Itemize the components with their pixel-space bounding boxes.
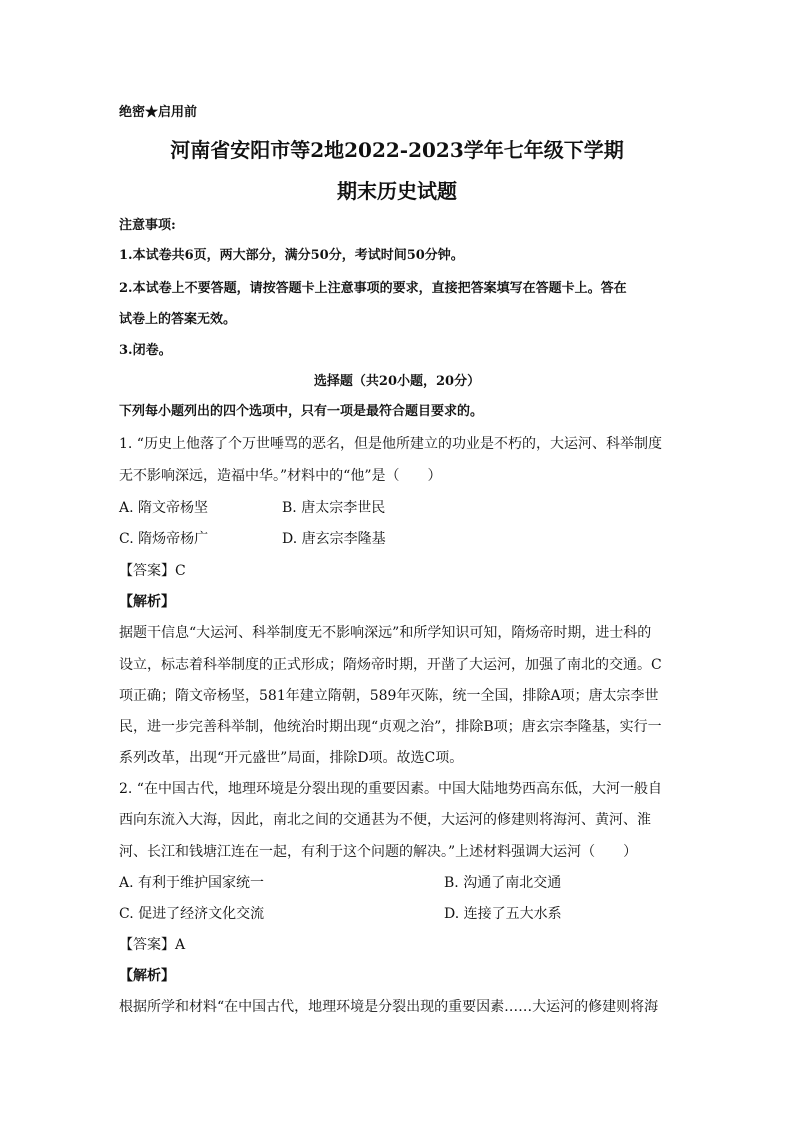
- question-2-stem: 2. “在中国古代，地理环境是分裂出现的重要因素。中国大陆地势西高东低，大河一般自: [119, 781, 662, 797]
- question-2-analysis-label: 【解析】: [119, 968, 175, 984]
- question-1-stem: 1. “历史上他落了个万世唾骂的恶名，但是他所建立的功业是不朽的，大运河、科举制度: [119, 436, 662, 452]
- question-2-stem: 河、长江和钱塘江连在一起，有利于这个问题的解决。”上述材料强调大运河（ ）: [119, 844, 638, 860]
- question-1-analysis: 民，进一步完善科举制，他统治时期出现“贞观之治”，排除B项；唐玄宗李隆基，实行一: [119, 719, 662, 735]
- question-2-option-b: B. 沟通了南北交通: [444, 875, 562, 891]
- question-1-option-d: D. 唐玄宗李隆基: [282, 531, 386, 547]
- question-1-analysis: 据题干信息“大运河、科举制度无不影响深远”和所学知识可知，隋炀帝时期，进士科的: [119, 625, 652, 641]
- page-title-line1: 河南省安阳市等2地2022-2023学年七年级下学期: [170, 138, 624, 162]
- question-2-option-d: D. 连接了五大水系: [444, 906, 562, 922]
- notice-item: 试卷上的答案无效。: [119, 312, 237, 327]
- notice-item: 2.本试卷上不要答题，请按答题卡上注意事项的要求，直接把答案填写在答题卡上。答在: [119, 281, 627, 296]
- secret-label: 绝密★启用前: [119, 105, 198, 120]
- question-1-option-a: A. 隋文帝杨坚: [119, 500, 209, 516]
- notice-heading: 注意事项:: [119, 218, 176, 233]
- question-2-answer: 【答案】A: [119, 937, 186, 953]
- page-title-line2: 期末历史试题: [337, 179, 457, 203]
- question-2-analysis: 根据所学和材料“在中国古代，地理环境是分裂出现的重要因素……大运河的修建则将海: [119, 999, 659, 1015]
- question-1-stem: 无不影响深远，造福中华。”材料中的“他”是（ ）: [119, 468, 442, 484]
- question-1-analysis: 系列改革，出现“开元盛世”局面，排除D项。故选C项。: [119, 750, 464, 766]
- question-2-option-a: A. 有利于维护国家统一: [119, 875, 265, 891]
- question-1-analysis: 设立，标志着科举制度的正式形成；隋炀帝时期，开凿了大运河，加强了南北的交通。C: [119, 657, 662, 673]
- notice-item: 1.本试卷共6页，两大部分，满分50分，考试时间50分钟。: [119, 248, 464, 263]
- question-1-option-c: C. 隋炀帝杨广: [119, 531, 209, 547]
- question-1-answer: 【答案】C: [119, 563, 186, 579]
- question-1-analysis-label: 【解析】: [119, 594, 175, 610]
- question-2-stem: 西向东流入大海，因此，南北之间的交通甚为不便，大运河的修建则将海河、黄河、淮: [119, 812, 651, 828]
- question-1-analysis: 项正确；隋文帝杨坚，581年建立隋朝，589年灭陈，统一全国，排除A项；唐太宗李世: [119, 688, 659, 704]
- notice-item: 3.闭卷。: [119, 343, 172, 358]
- section-instruction: 下列每小题列出的四个选项中，只有一项是最符合题目要求的。: [119, 404, 484, 419]
- section-title: 选择题（共20小题，20分）: [313, 374, 481, 389]
- question-2-option-c: C. 促进了经济文化交流: [119, 906, 265, 922]
- question-1-option-b: B. 唐太宗李世民: [282, 500, 386, 516]
